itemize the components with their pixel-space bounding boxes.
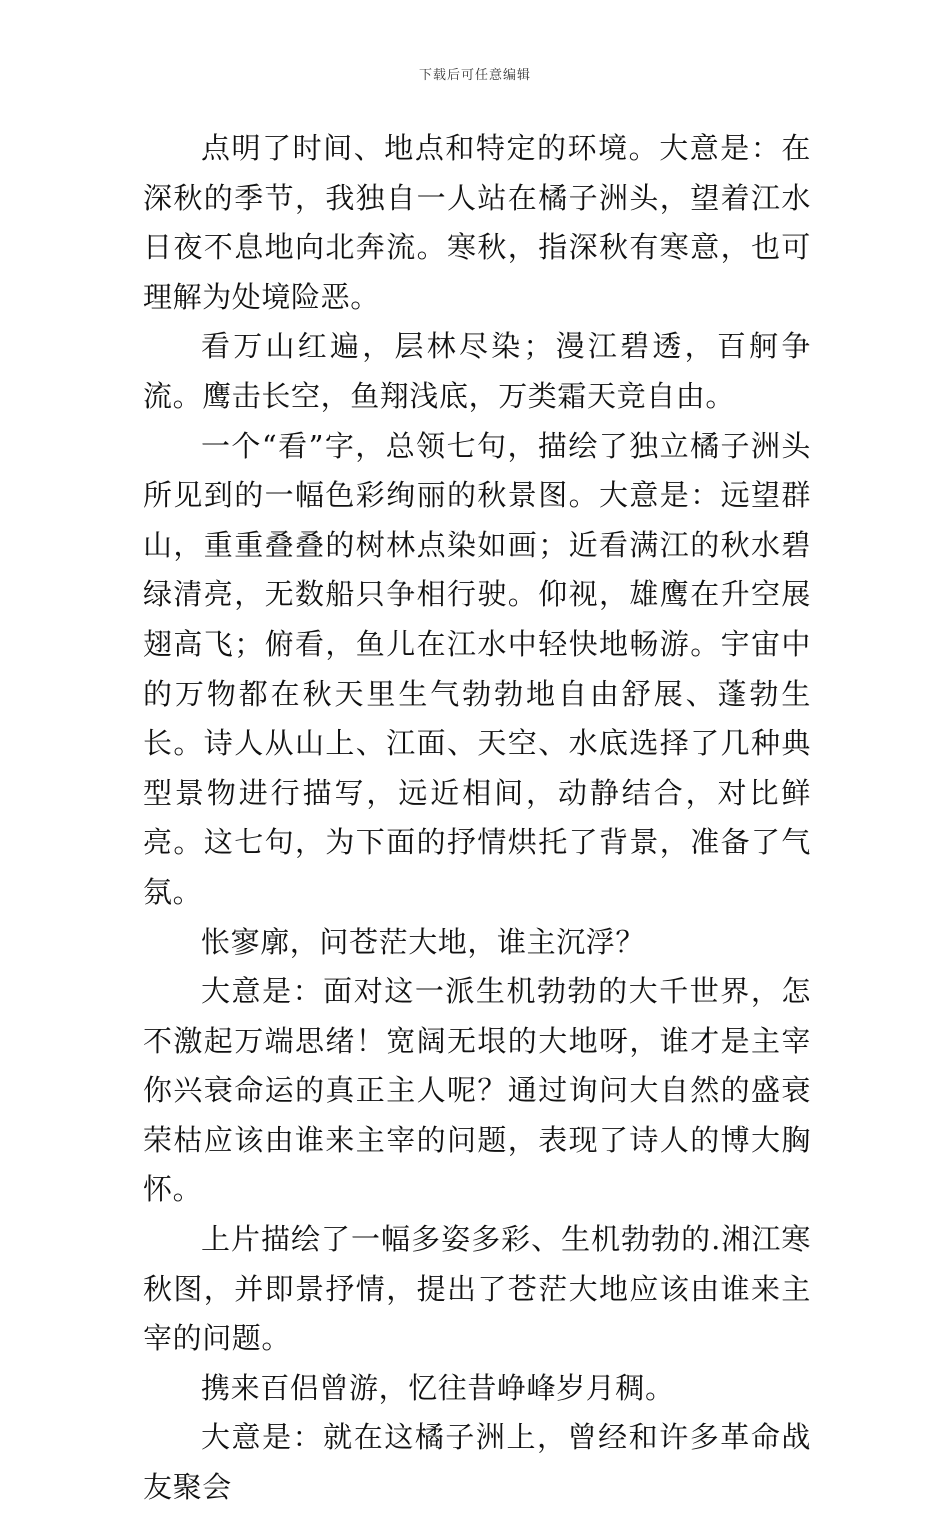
paragraph: 点明了时间、地点和特定的环境。大意是：在深秋的季节，我独自一人站在橘子洲头，望着江水日夜不息地向北奔流。寒秋，指深秋有寒意，也可理解为处境险恶。 (143, 131, 811, 314)
document-body (143, 124, 811, 1513)
paragraph: 怅寥廓，问苍茫大地，谁主沉浮？ (201, 924, 646, 959)
paragraph: 上片描绘了一幅多姿多彩、生机勃勃的.湘江寒秋图，并即景抒情，提出了苍茫大地应该由谁来主宰的问题。 (143, 1222, 811, 1356)
paragraph: 看万山红遍，层林尽染；漫江碧透，百舸争流。鹰击长空，鱼翔浅底，万类霜天竞自由。 (143, 329, 811, 413)
paragraph: 一个“看”字，总领七句，描绘了独立橘子洲头所见到的一幅色彩绚丽的秋景图。大意是：远望群山，重重叠叠的树林点染如画；近看满江的秋水碧绿清亮，无数船只争相行驶。仰视，雄鹰在升空展翅高飞；俯看，鱼儿在江水中轻快地畅游。宇宙中的万物都在秋天里生气勃勃地自由舒展、蓬勃生长。诗人从山上、江面、天空、水底选择了几种典型景物进行描写，远近相间，动静结合，对比鲜亮。这七句，为下面的抒情烘托了背景，准备了气氛。 (143, 428, 811, 909)
paragraph: 携来百侣曾游，忆往昔峥峰岁月稠。 (201, 1370, 675, 1405)
paragraph: 大意是：就在这橘子洲上，曾经和许多革命战友聚会 (143, 1420, 811, 1505)
paragraph: 大意是：面对这一派生机勃勃的大千世界，怎不激起万端思绪！宽阔无垠的大地呀，谁才是主宰你兴衰命运的真正主人呢？通过询问大自然的盛衰荣枯应该由谁来主宰的问题，表现了诗人的博大胸怀。 (143, 974, 811, 1207)
page-header: 下载后可任意编辑 (418, 68, 531, 83)
